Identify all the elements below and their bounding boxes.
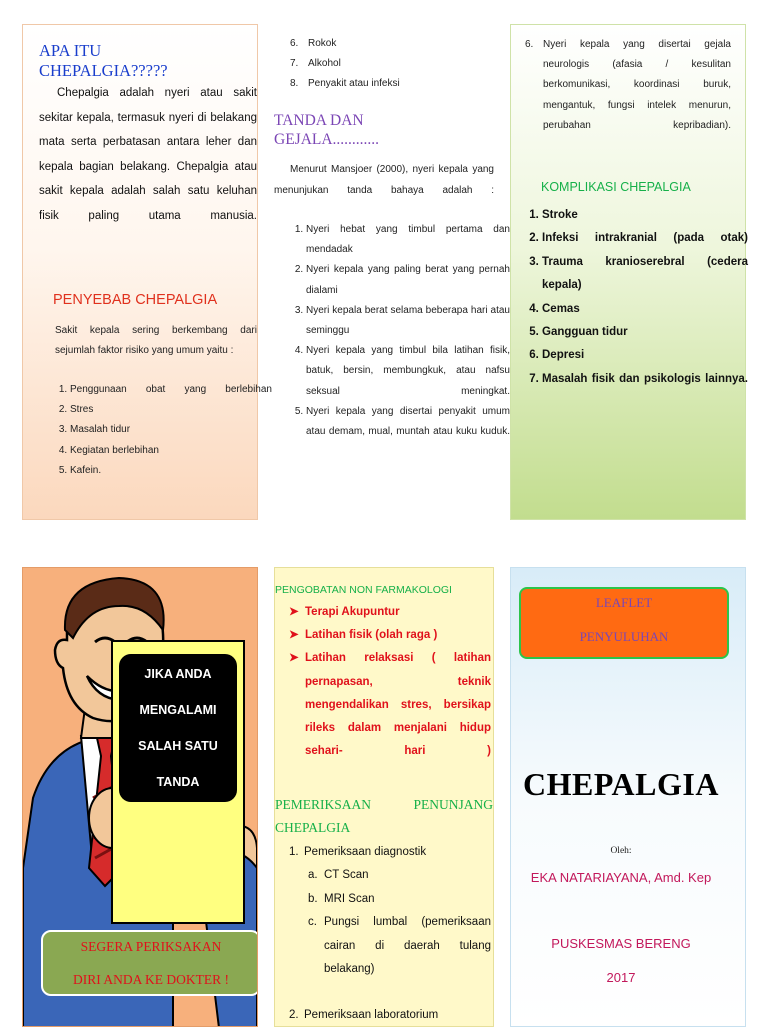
sign-item-6: 6. Nyeri kepala yang disertai gejala neurologis (afasia / kesulitan berkomunikasi, koordinasi buruk, mengantuk, fungsi intelek menurun, perubahan kepribadian).	[525, 39, 731, 131]
cause-list-continued	[290, 34, 500, 95]
complication-item: 2. Infeksi intrakranial (pada otak)	[542, 227, 748, 250]
cause-item: 2. Stres	[70, 400, 272, 420]
complication-item: 5. Gangguan tidur	[542, 321, 748, 344]
nonpharm-heading: PENGOBATAN NON FARMAKOLOGI	[275, 584, 452, 596]
sign-item: 4. Nyeri kepala yang timbul bila latihan fisik, batuk, bersin, membungkuk, atau nafsu seksual meningkat.	[306, 341, 510, 402]
panel-signs-symptoms	[266, 24, 510, 520]
cause-heading: PENYEBAB CHEPALGIA	[53, 292, 218, 308]
what-is-heading: APA ITU CHEPALGIA?????	[39, 41, 168, 80]
signs-heading: TANDA DAN GEJALA............	[274, 112, 380, 148]
exam-subitem: a. CT Scan	[308, 869, 369, 882]
complication-item: 6. Depresi	[542, 344, 748, 367]
arrow-bullet-icon: ➤	[289, 652, 299, 665]
exam-item: 1. Pemeriksaan diagnostik	[289, 846, 427, 858]
nonpharm-list	[289, 601, 491, 763]
author-name: EKA NATARIAYANA, Amd. Kep	[530, 870, 712, 885]
arrow-bullet-icon: ➤	[289, 629, 299, 642]
panel-cover	[510, 567, 746, 1027]
cause-list	[55, 380, 272, 481]
exam-subitem: c. Pungsi lumbal (pemeriksaan cairan di daerah tulang belakang)	[308, 916, 491, 976]
panel-complications	[510, 24, 746, 520]
exam-heading: PEMERIKSAAN PENUNJANG CHEPALGIA	[275, 797, 493, 835]
cause-item: 5. Kafein.	[70, 461, 272, 481]
panel-treatment	[274, 567, 494, 1027]
complication-list	[525, 204, 748, 391]
sign-item: 5. Nyeri kepala yang disertai penyakit umum atau demam, mual, muntah atau kuku kuduk.	[306, 402, 510, 442]
sign-item: 3. Nyeri kepala berat selama beberapa hari atau seminggu	[306, 301, 510, 341]
cause-intro: Sakit kepala sering berkembang dari sejumlah faktor risiko yang umum yaitu :	[55, 325, 257, 356]
exam-subitem: b. MRI Scan	[308, 892, 375, 905]
year: 2017	[606, 970, 636, 985]
cause-item: 4. Kegiatan berlebihan	[70, 441, 272, 461]
cause-item: 6. Rokok	[290, 38, 337, 49]
by-label: Oleh:	[610, 846, 632, 856]
organization-name: PUSKESMAS BERENG	[551, 936, 691, 951]
signs-list	[290, 220, 510, 442]
cause-item: 1. Penggunaan obat yang berlebihan	[70, 380, 272, 400]
exam-item: 2. Pemeriksaan laboratorium	[289, 1009, 439, 1022]
complication-item: 1. Stroke	[542, 204, 748, 227]
nonpharm-item: ➤ Latihan relaksasi ( latihan pernapasan, teknik mengendalikan stres, bersikap rileks dalam menjalani hidup sehari- hari )	[289, 647, 491, 763]
leaflet-title-box: LEAFLET PENYULUHAN	[519, 587, 729, 659]
intro-paragraph: Chepalgia adalah nyeri atau sakit sekitar kepala, termasuk nyeri di belakang mata serta perbatasan antara leher dan kepala bagian belakang. Chepalgia atau sakit kepala adalah salah satu keluhan fisik paling utama manusia.	[39, 87, 257, 222]
see-doctor-banner: SEGERA PERIKSAKAN DIRI ANDA KE DOKTER !	[41, 930, 258, 996]
complication-item: 3. Trauma kranioserebral (cedera kepala)	[542, 251, 748, 298]
panel-call-to-action	[22, 567, 258, 1027]
complication-item: 4. Cemas	[542, 298, 748, 321]
cause-item: 3. Masalah tidur	[70, 420, 272, 440]
nonpharm-item: ➤ Terapi Akupuntur	[289, 601, 491, 624]
complication-item: 7. Masalah fisik dan psikologis lainnya.	[542, 368, 748, 391]
nonpharm-item: ➤ Latihan fisik (olah raga )	[289, 624, 491, 647]
panel-what-is-chepalgia	[22, 24, 272, 520]
cause-item: 7. Alkohol	[290, 58, 341, 70]
sign-card-inner: JIKA ANDA MENGALAMI SALAH SATU TANDA	[119, 654, 237, 802]
signs-intro: Menurut Mansjoer (2000), nyeri kepala yang menunjukan tanda bahaya adalah :	[274, 164, 494, 196]
cover-title: CHEPALGIA	[523, 766, 719, 802]
complication-heading: KOMPLIKASI CHEPALGIA	[541, 180, 691, 194]
cause-item: 8. Penyakit atau infeksi	[290, 78, 400, 90]
sign-item: 1. Nyeri hebat yang timbul pertama dan mendadak	[306, 220, 510, 260]
arrow-bullet-icon: ➤	[289, 606, 299, 618]
sign-item: 2. Nyeri kepala yang paling berat yang pernah dialami	[306, 260, 510, 300]
exam-list	[289, 841, 491, 1028]
